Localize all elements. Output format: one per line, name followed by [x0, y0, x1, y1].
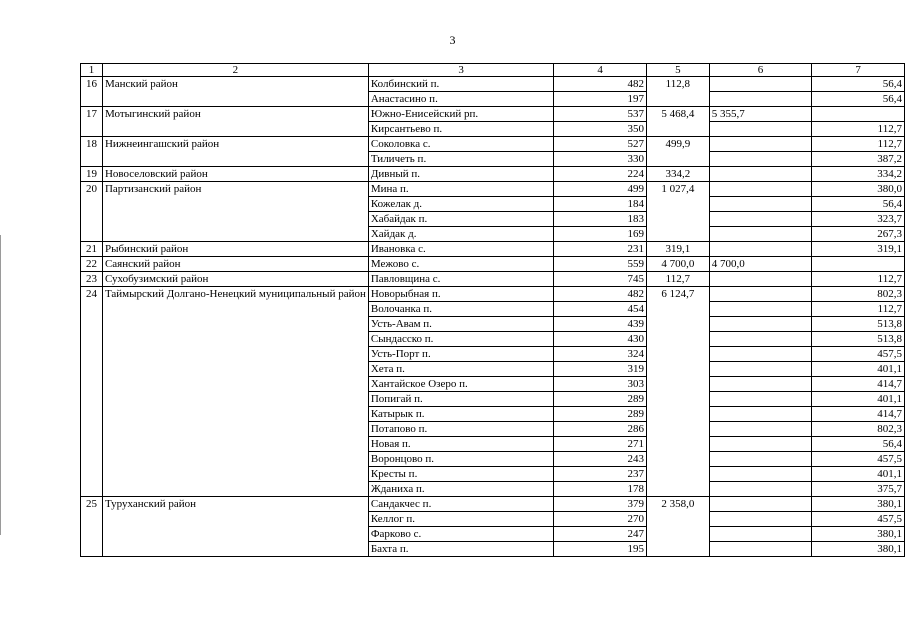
row-number-cell: 25 — [81, 497, 103, 557]
amount-col6-cell — [709, 347, 812, 362]
population-cell: 195 — [554, 542, 647, 557]
table-row — [81, 182, 905, 197]
table-row — [81, 287, 905, 302]
population-cell: 499 — [554, 182, 647, 197]
amount-col6-cell — [709, 242, 812, 257]
table-row — [81, 257, 905, 272]
amount-col6-cell — [709, 542, 812, 557]
district-cell: Партизанский район — [102, 182, 368, 242]
amount-col6-cell: 4 700,0 — [709, 257, 812, 272]
row-number-cell: 22 — [81, 257, 103, 272]
amount-col7-cell: 112,7 — [812, 122, 905, 137]
amount-col6-cell — [709, 77, 812, 92]
amount-col7-cell: 375,7 — [812, 482, 905, 497]
population-cell: 178 — [554, 482, 647, 497]
group-total-cell: 319,1 — [646, 242, 709, 257]
scan-edge-line — [0, 235, 1, 535]
amount-col6-cell — [709, 227, 812, 242]
amount-col7-cell: 401,1 — [812, 467, 905, 482]
amount-col7-cell: 112,7 — [812, 302, 905, 317]
row-number-cell: 18 — [81, 137, 103, 167]
amount-col7-cell: 380,1 — [812, 497, 905, 512]
group-total-cell — [646, 407, 709, 422]
group-total-cell — [646, 227, 709, 242]
population-cell: 482 — [554, 287, 647, 302]
amount-col7-cell: 387,2 — [812, 152, 905, 167]
data-table — [80, 63, 905, 557]
amount-col7-cell: 802,3 — [812, 287, 905, 302]
amount-col6-cell — [709, 167, 812, 182]
amount-col7-cell: 414,7 — [812, 377, 905, 392]
group-total-cell — [646, 527, 709, 542]
group-total-cell — [646, 92, 709, 107]
group-total-cell — [646, 482, 709, 497]
settlement-cell: Хабайдак п. — [368, 212, 554, 227]
table-row — [81, 167, 905, 182]
amount-col6-cell — [709, 287, 812, 302]
amount-col6-cell — [709, 92, 812, 107]
amount-col6-cell — [709, 182, 812, 197]
amount-col7-cell: 380,1 — [812, 542, 905, 557]
district-cell: Туруханский район — [102, 497, 368, 557]
population-cell: 270 — [554, 512, 647, 527]
amount-col7-cell: 334,2 — [812, 167, 905, 182]
amount-col6-cell — [709, 527, 812, 542]
header-cell-1: 1 — [81, 64, 103, 77]
district-cell: Мотыгинский район — [102, 107, 368, 137]
amount-col6-cell — [709, 377, 812, 392]
header-cell-3: 3 — [368, 64, 554, 77]
settlement-cell: Катырык п. — [368, 407, 554, 422]
row-number-cell: 17 — [81, 107, 103, 137]
population-cell: 350 — [554, 122, 647, 137]
table-row — [81, 497, 905, 512]
amount-col7-cell: 56,4 — [812, 437, 905, 452]
header-cell-5: 5 — [646, 64, 709, 77]
row-number-cell: 21 — [81, 242, 103, 257]
amount-col7-cell — [812, 257, 905, 272]
population-cell: 527 — [554, 137, 647, 152]
population-cell: 319 — [554, 362, 647, 377]
population-cell: 303 — [554, 377, 647, 392]
group-total-cell: 499,9 — [646, 137, 709, 152]
table-header-row — [81, 64, 905, 77]
district-cell: Таймырский Долгано-Ненецкий муниципальный район — [102, 287, 368, 497]
settlement-cell: Южно-Енисейский рп. — [368, 107, 554, 122]
population-cell: 745 — [554, 272, 647, 287]
population-cell: 184 — [554, 197, 647, 212]
amount-col7-cell: 513,8 — [812, 317, 905, 332]
settlement-cell: Тиличеть п. — [368, 152, 554, 167]
settlement-cell: Колбинский п. — [368, 77, 554, 92]
population-cell: 247 — [554, 527, 647, 542]
settlement-cell: Жданиха п. — [368, 482, 554, 497]
group-total-cell — [646, 212, 709, 227]
amount-col7-cell: 112,7 — [812, 272, 905, 287]
amount-col6-cell — [709, 332, 812, 347]
amount-col7-cell: 457,5 — [812, 347, 905, 362]
header-cell-2: 2 — [102, 64, 368, 77]
settlement-cell: Воронцово п. — [368, 452, 554, 467]
settlement-cell: Межово с. — [368, 257, 554, 272]
header-cell-6: 6 — [709, 64, 812, 77]
group-total-cell: 5 468,4 — [646, 107, 709, 122]
amount-col7-cell: 457,5 — [812, 512, 905, 527]
group-total-cell — [646, 377, 709, 392]
row-number-cell: 16 — [81, 77, 103, 107]
settlement-cell: Попигай п. — [368, 392, 554, 407]
amount-col6-cell — [709, 497, 812, 512]
group-total-cell — [646, 452, 709, 467]
group-total-cell — [646, 512, 709, 527]
group-total-cell: 334,2 — [646, 167, 709, 182]
row-number-cell: 24 — [81, 287, 103, 497]
amount-col7-cell: 380,0 — [812, 182, 905, 197]
settlement-cell: Анастасино п. — [368, 92, 554, 107]
group-total-cell — [646, 542, 709, 557]
group-total-cell — [646, 317, 709, 332]
amount-col7-cell: 401,1 — [812, 362, 905, 377]
amount-col7-cell: 267,3 — [812, 227, 905, 242]
amount-col7-cell: 401,1 — [812, 392, 905, 407]
population-cell: 454 — [554, 302, 647, 317]
amount-col7-cell: 380,1 — [812, 527, 905, 542]
group-total-cell — [646, 437, 709, 452]
population-cell: 183 — [554, 212, 647, 227]
population-cell: 237 — [554, 467, 647, 482]
amount-col6-cell — [709, 122, 812, 137]
settlement-cell: Сындасско п. — [368, 332, 554, 347]
settlement-cell: Хайдак д. — [368, 227, 554, 242]
amount-col7-cell: 56,4 — [812, 92, 905, 107]
table-row — [81, 77, 905, 92]
table-row — [81, 272, 905, 287]
population-cell: 231 — [554, 242, 647, 257]
amount-col6-cell: 5 355,7 — [709, 107, 812, 122]
settlement-cell: Ивановка с. — [368, 242, 554, 257]
district-cell: Сухобузимский район — [102, 272, 368, 287]
amount-col7-cell: 802,3 — [812, 422, 905, 437]
header-cell-4: 4 — [554, 64, 647, 77]
row-number-cell: 19 — [81, 167, 103, 182]
amount-col6-cell — [709, 407, 812, 422]
amount-col6-cell — [709, 452, 812, 467]
settlement-cell: Кресты п. — [368, 467, 554, 482]
amount-col6-cell — [709, 422, 812, 437]
district-cell: Рыбинский район — [102, 242, 368, 257]
settlement-cell: Усть-Авам п. — [368, 317, 554, 332]
population-cell: 271 — [554, 437, 647, 452]
group-total-cell: 4 700,0 — [646, 257, 709, 272]
amount-col7-cell: 414,7 — [812, 407, 905, 422]
settlement-cell: Хета п. — [368, 362, 554, 377]
table-row — [81, 242, 905, 257]
amount-col6-cell — [709, 392, 812, 407]
amount-col6-cell — [709, 512, 812, 527]
row-number-cell: 23 — [81, 272, 103, 287]
group-total-cell: 2 358,0 — [646, 497, 709, 512]
district-cell: Манский район — [102, 77, 368, 107]
population-cell: 482 — [554, 77, 647, 92]
group-total-cell — [646, 152, 709, 167]
district-cell: Саянский район — [102, 257, 368, 272]
amount-col7-cell — [812, 107, 905, 122]
settlement-cell: Кирсантьево п. — [368, 122, 554, 137]
amount-col6-cell — [709, 197, 812, 212]
amount-col6-cell — [709, 137, 812, 152]
settlement-cell: Дивный п. — [368, 167, 554, 182]
settlement-cell: Потапово п. — [368, 422, 554, 437]
amount-col6-cell — [709, 467, 812, 482]
population-cell: 324 — [554, 347, 647, 362]
settlement-cell: Кожелак д. — [368, 197, 554, 212]
amount-col6-cell — [709, 302, 812, 317]
amount-col6-cell — [709, 437, 812, 452]
population-cell: 330 — [554, 152, 647, 167]
settlement-cell: Бахта п. — [368, 542, 554, 557]
amount-col6-cell — [709, 152, 812, 167]
district-cell: Новоселовский район — [102, 167, 368, 182]
population-cell: 224 — [554, 167, 647, 182]
settlement-cell: Соколовка с. — [368, 137, 554, 152]
group-total-cell — [646, 392, 709, 407]
group-total-cell: 112,7 — [646, 272, 709, 287]
amount-col7-cell: 319,1 — [812, 242, 905, 257]
amount-col7-cell: 513,8 — [812, 332, 905, 347]
settlement-cell: Усть-Порт п. — [368, 347, 554, 362]
population-cell: 289 — [554, 392, 647, 407]
amount-col6-cell — [709, 212, 812, 227]
population-cell: 439 — [554, 317, 647, 332]
group-total-cell — [646, 422, 709, 437]
settlement-cell: Новорыбная п. — [368, 287, 554, 302]
population-cell: 169 — [554, 227, 647, 242]
population-cell: 430 — [554, 332, 647, 347]
group-total-cell — [646, 362, 709, 377]
settlement-cell: Новая п. — [368, 437, 554, 452]
group-total-cell — [646, 467, 709, 482]
settlement-cell: Волочанка п. — [368, 302, 554, 317]
header-cell-7: 7 — [812, 64, 905, 77]
page-number: 3 — [449, 33, 456, 47]
settlement-cell: Хантайское Озеро п. — [368, 377, 554, 392]
amount-col7-cell: 112,7 — [812, 137, 905, 152]
district-cell: Нижнеингашский район — [102, 137, 368, 167]
table-body — [81, 64, 905, 557]
population-cell: 379 — [554, 497, 647, 512]
amount-col6-cell — [709, 362, 812, 377]
table-row — [81, 107, 905, 122]
settlement-cell: Сандакчес п. — [368, 497, 554, 512]
amount-col7-cell: 56,4 — [812, 197, 905, 212]
population-cell: 289 — [554, 407, 647, 422]
population-cell: 286 — [554, 422, 647, 437]
group-total-cell — [646, 332, 709, 347]
settlement-cell: Келлог п. — [368, 512, 554, 527]
population-cell: 197 — [554, 92, 647, 107]
row-number-cell: 20 — [81, 182, 103, 242]
group-total-cell: 1 027,4 — [646, 182, 709, 197]
group-total-cell — [646, 122, 709, 137]
amount-col6-cell — [709, 272, 812, 287]
group-total-cell — [646, 302, 709, 317]
settlement-cell: Фарково с. — [368, 527, 554, 542]
group-total-cell: 112,8 — [646, 77, 709, 92]
amount-col7-cell: 323,7 — [812, 212, 905, 227]
group-total-cell — [646, 347, 709, 362]
amount-col7-cell: 56,4 — [812, 77, 905, 92]
population-cell: 537 — [554, 107, 647, 122]
group-total-cell — [646, 197, 709, 212]
settlement-cell: Мина п. — [368, 182, 554, 197]
population-cell: 243 — [554, 452, 647, 467]
amount-col6-cell — [709, 317, 812, 332]
table-row — [81, 137, 905, 152]
amount-col6-cell — [709, 482, 812, 497]
group-total-cell: 6 124,7 — [646, 287, 709, 302]
amount-col7-cell: 457,5 — [812, 452, 905, 467]
settlement-cell: Павловщина с. — [368, 272, 554, 287]
population-cell: 559 — [554, 257, 647, 272]
